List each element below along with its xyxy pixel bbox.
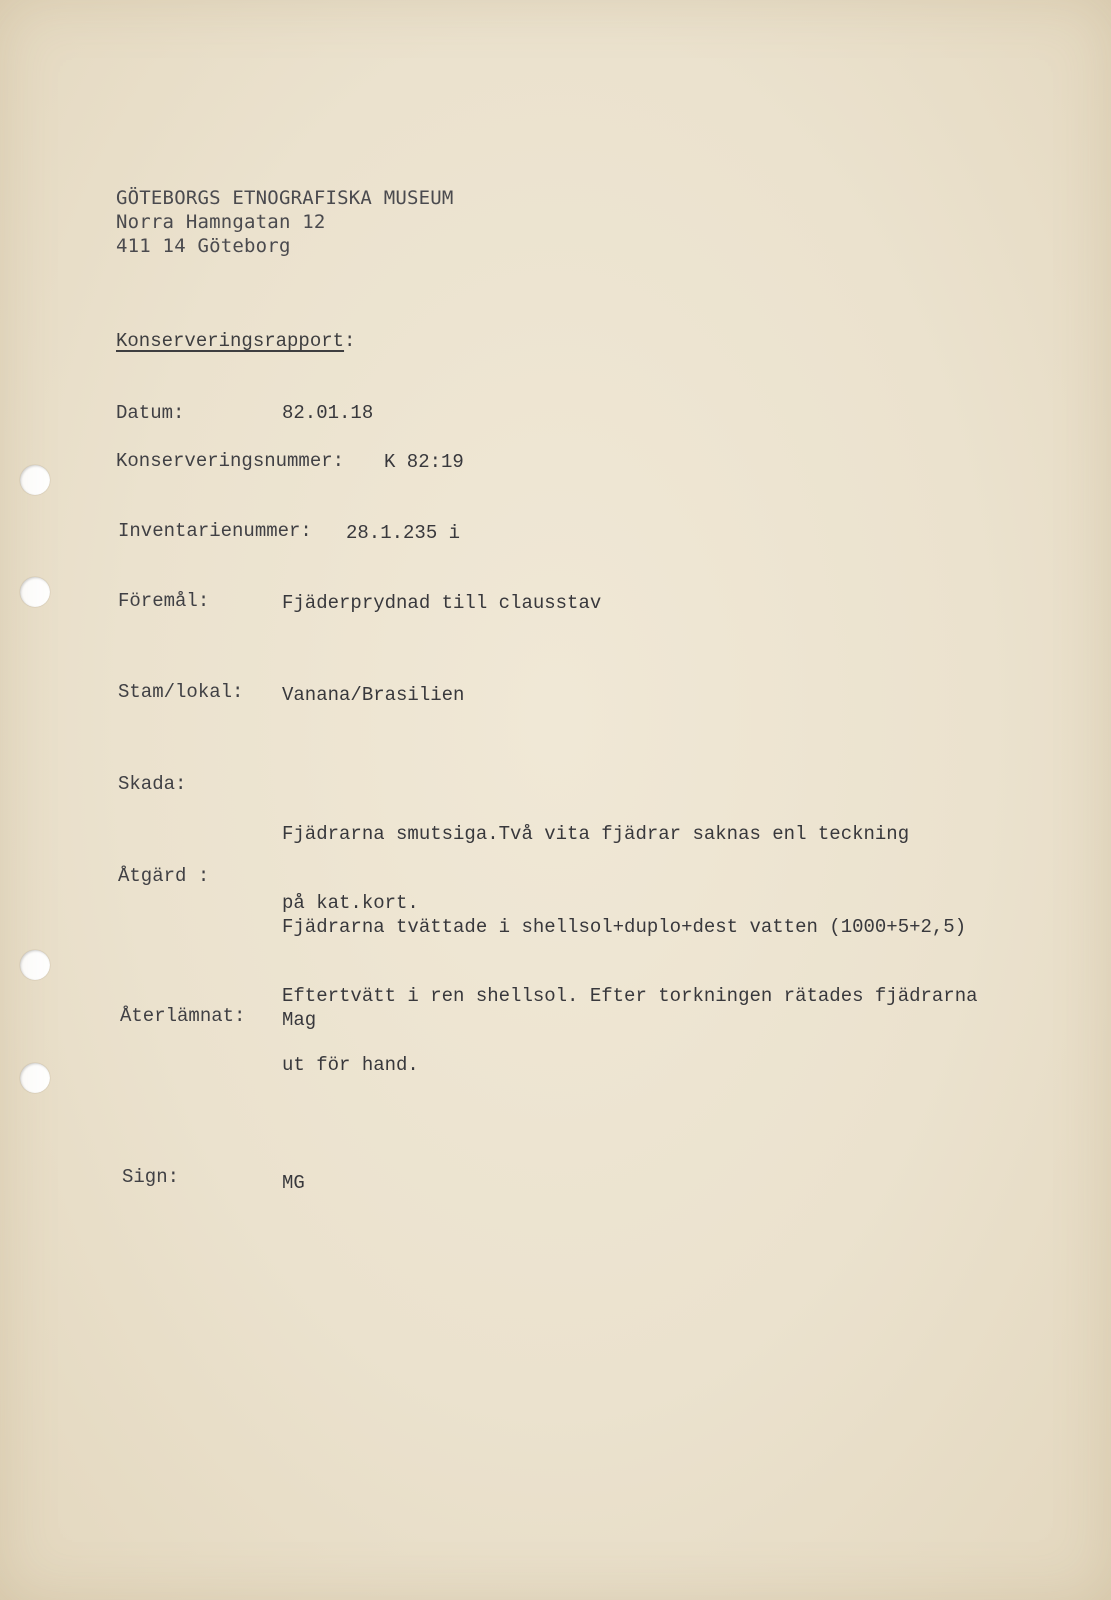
atgard-value [282, 870, 978, 1123]
aterlamnat-label: Återlämnat: [120, 1005, 246, 1027]
punch-hole [20, 577, 50, 607]
atgard-line: Fjädrarna tvättade i shellsol+duplo+dest vatten (1000+5+2,5) [282, 916, 967, 938]
report-title-text: Konserveringsrapport [116, 330, 345, 352]
stam-label: Stam/lokal: [118, 681, 244, 703]
report-title [116, 330, 355, 352]
atgard-label: Åtgärd : [118, 865, 210, 887]
skada-line: på kat.kort. [282, 892, 419, 914]
konserveringsnummer-value: K 82:19 [384, 451, 464, 473]
atgard-line: ut för hand. [282, 1054, 419, 1076]
punch-hole [20, 1063, 50, 1093]
sign-label: Sign: [122, 1166, 180, 1188]
museum-name: GÖTEBORGS ETNOGRAFISKA MUSEUM [116, 187, 454, 209]
report-title-suffix: : [344, 330, 356, 352]
foremal-label: Föremål: [118, 590, 210, 612]
inventarienummer-label: Inventarienummer: [118, 520, 312, 542]
punch-hole [20, 950, 50, 980]
museum-address-block [116, 186, 454, 258]
aterlamnat-value: Mag [282, 1009, 317, 1031]
konserveringsnummer-label: Konserveringsnummer: [116, 450, 345, 472]
datum-label: Datum: [116, 402, 185, 424]
foremal-value: Fjäderprydnad till clausstav [282, 592, 602, 614]
skada-line: Fjädrarna smutsiga.Två vita fjädrar saknas enl teckning [282, 823, 910, 845]
datum-value: 82.01.18 [282, 402, 374, 424]
sign-value: MG [282, 1172, 305, 1194]
punch-hole [20, 465, 50, 495]
museum-city: 411 14 Göteborg [116, 235, 291, 257]
skada-label: Skada: [118, 773, 187, 795]
inventarienummer-value: 28.1.235 i [346, 522, 461, 544]
atgard-line: Eftertvätt i ren shellsol. Efter torkningen rätades fjädrarna [282, 985, 978, 1007]
museum-street: Norra Hamngatan 12 [116, 211, 326, 233]
stam-value: Vanana/Brasilien [282, 684, 465, 706]
